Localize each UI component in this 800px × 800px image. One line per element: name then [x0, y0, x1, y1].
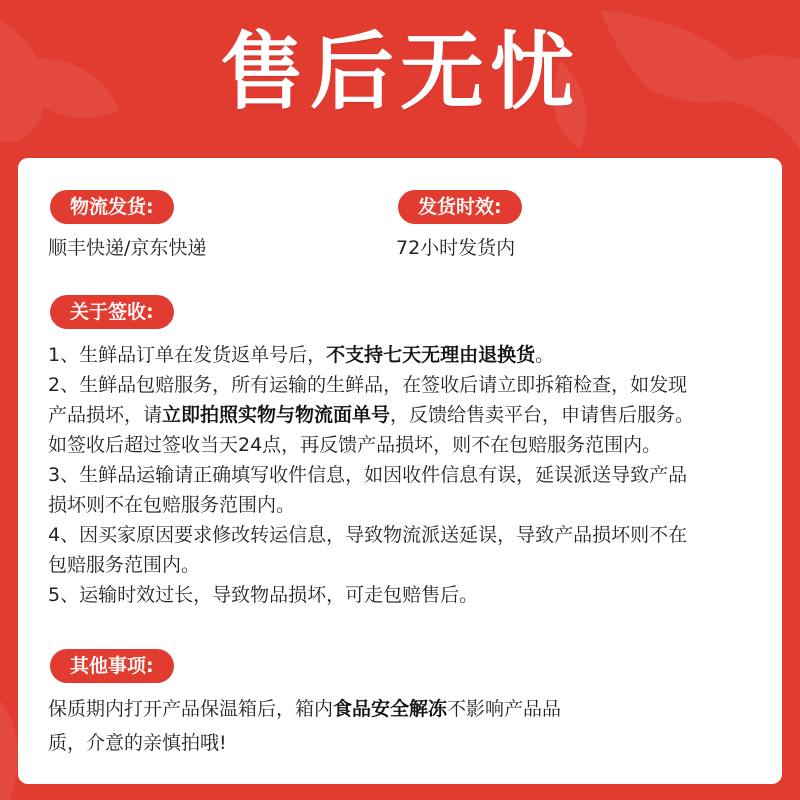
- receipt-label: 关于签收:: [50, 295, 174, 329]
- text-line: [48, 694, 561, 724]
- page-title: 售后无忧: [219, 23, 580, 121]
- text-line: [48, 520, 687, 550]
- text-line: [48, 728, 227, 758]
- body-text: 产品损坏，请: [48, 404, 163, 426]
- body-text: ，反馈给售卖平台，申请售后服务。: [390, 404, 695, 426]
- body-text: 4、因买家原因要求修改转运信息，导致物流派送延误，导致产品损坏则不在: [48, 524, 688, 546]
- body-text: 包赔服务范围内。: [48, 554, 201, 576]
- shipping-time-label: 发货时效:: [398, 190, 522, 224]
- logistics-value: 顺丰快递/京东快递: [48, 237, 207, 259]
- logistics-label: 物流发货:: [50, 190, 174, 224]
- text-line: [48, 460, 687, 490]
- text-line: [48, 400, 694, 430]
- body-text: 不影响产品品: [447, 698, 562, 720]
- text-line: [48, 340, 554, 370]
- emphasis-text: 不支持七天无理由退换货: [326, 344, 536, 366]
- shipping-time-value: 72小时发货内: [396, 237, 516, 259]
- text-line: [48, 550, 200, 580]
- other-label: 其他事项:: [50, 649, 174, 683]
- body-text: 如签收后超过签收当天24点，再反馈产品损坏，则不在包赔服务范围内。: [48, 434, 662, 456]
- info-card: [18, 158, 782, 784]
- body-text: 保质期内打开产品保温箱后，箱内: [48, 698, 334, 720]
- text-line: [48, 490, 295, 520]
- body-text: 。: [535, 344, 555, 366]
- body-text: 2、生鲜品包赔服务，所有运输的生鲜品，在签收后请立即拆箱检查，如发现: [48, 374, 688, 396]
- body-text: 5、运输时效过长，导致物品损坏，可走包赔售后。: [48, 584, 479, 606]
- text-line: [48, 430, 661, 460]
- body-text: 3、生鲜品运输请正确填写收件信息，如因收件信息有误，延误派送导致产品: [48, 464, 688, 486]
- emphasis-text: 立即拍照实物与物流面单号: [162, 404, 391, 426]
- text-line: [48, 580, 478, 610]
- emphasis-text: 食品安全解冻: [333, 698, 448, 720]
- text-line: [48, 370, 687, 400]
- body-text: 1、生鲜品订单在发货返单号后，: [48, 344, 327, 366]
- body-text: 损坏则不在包赔服务范围内。: [48, 494, 296, 516]
- body-text: 质，介意的亲慎拍哦!: [48, 732, 227, 754]
